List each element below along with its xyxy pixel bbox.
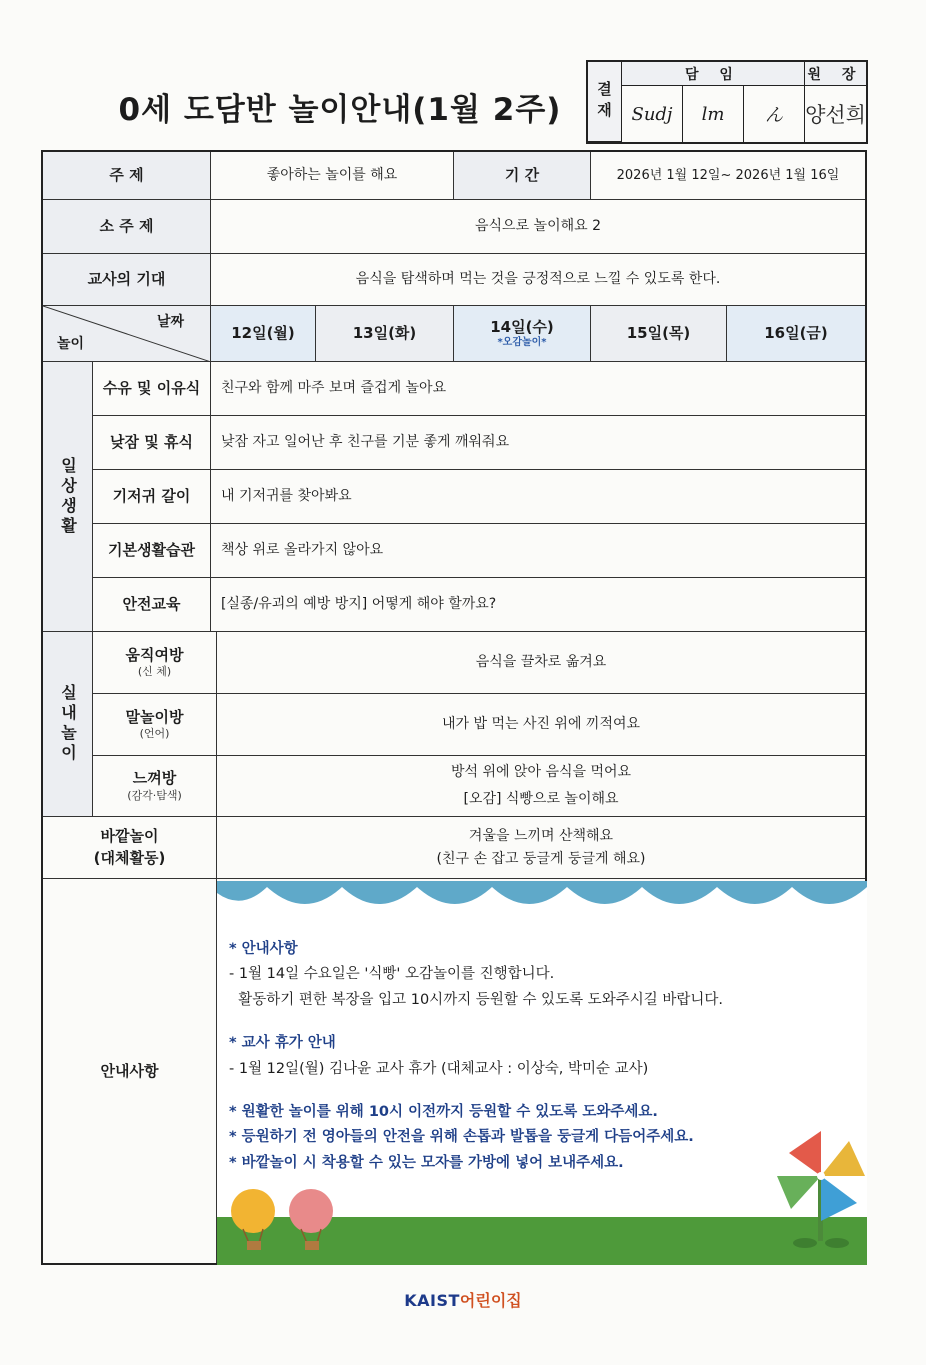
wave-banner (217, 881, 867, 904)
teacher-header: 담 임 (622, 62, 805, 86)
daily-text-4: 책상 위로 올라가지 않아요 (211, 524, 865, 578)
daily-text-5: [실종/유괴의 예방 방지] 어떻게 해야 할까요? (211, 578, 865, 632)
period-label: 기 간 (454, 152, 591, 200)
indoor-text-2: 내가 밥 먹는 사진 위에 끼적여요 (217, 694, 865, 756)
outdoor-label-sub: (대체활동) (93, 848, 166, 867)
subtheme-value: 음식으로 놀이해요 2 (211, 200, 865, 254)
signature-1: Sudj (622, 86, 683, 142)
footer-brand: KAIST (404, 1291, 460, 1310)
daily-label-4: 기본생활습관 (93, 524, 211, 578)
page-title: 0세 도담반 놀이안내(1월 2주) (118, 92, 562, 128)
signature-3: ん (744, 86, 805, 142)
footer-suffix: 어린이집 (459, 1291, 522, 1310)
period-value: 2026년 1월 12일~ 2026년 1월 16일 (591, 152, 865, 200)
corner-date-label: 날짜 (156, 314, 184, 330)
day-3-label: 14일(수) (490, 317, 554, 336)
day-1: 12일(월) (211, 306, 316, 362)
indoor-text-3-line-1: 방석 위에 앉아 음식을 먹어요 (450, 764, 632, 781)
expect-label: 교사의 기대 (43, 254, 211, 306)
daily-label-1: 수유 및 이유식 (93, 362, 211, 416)
outdoor-line-1: 겨울을 느끼며 산책해요 (468, 828, 614, 845)
indoor-text-3-line-2: [오감] 식빵으로 놀이해요 (463, 791, 619, 807)
daily-text-2: 낮잠 자고 일어난 후 친구를 기분 좋게 깨워줘요 (211, 416, 865, 470)
approval-box (586, 60, 868, 144)
notice-line-3: - 1월 12일(월) 김나윤 교사 휴가 (대체교사 : 이상숙, 박미순 교사) (229, 1060, 649, 1077)
indoor-label-2-main: 말놀이방 (125, 707, 184, 726)
daily-label-2: 낮잠 및 휴식 (93, 416, 211, 470)
notice-bullet-2: * 등원하기 전 영아들의 안전을 위해 손톱과 발톱을 둥글게 다듬어주세요. (229, 1129, 694, 1146)
notice-bullet-1: * 원활한 놀이를 위해 10시 이전까지 등원할 수 있도록 도와주세요. (229, 1103, 658, 1120)
daily-text-3: 내 기저귀를 찾아봐요 (211, 470, 865, 524)
notice-label: 안내사항 (43, 879, 217, 1263)
daily-group (43, 362, 93, 632)
indoor-label-1-sub: (신 체) (137, 665, 172, 679)
theme-label: 주 제 (43, 152, 211, 200)
outdoor-label-main: 바깥놀이 (100, 826, 159, 845)
indoor-label-3-sub: (감각·탐색) (127, 788, 182, 802)
notice-panel (217, 881, 867, 1265)
indoor-text-1: 음식을 끌차로 옮겨요 (217, 632, 865, 694)
corner-play-label: 놀이 (57, 336, 85, 352)
footer-logo (0, 1288, 926, 1311)
theme-value: 좋아하는 놀이를 해요 (211, 152, 454, 200)
notice-heading-2: * 교사 휴가 안내 (229, 1035, 336, 1052)
director-header: 원 장 (805, 62, 866, 86)
indoor-text-3 (217, 756, 865, 817)
indoor-label-2 (93, 694, 217, 756)
indoor-group (43, 632, 93, 817)
notice-line-1: - 1월 14일 수요일은 '식빵' 오감놀이를 진행합니다. (229, 966, 555, 983)
day-5: 16일(금) (727, 306, 865, 362)
day-3-note: *오감놀이* (497, 336, 547, 348)
outdoor-label (43, 817, 217, 879)
notice-heading-1: * 안내사항 (229, 941, 298, 957)
outdoor-text (217, 817, 865, 879)
notice-line-2: 활동하기 편한 복장을 입고 10시까지 등원할 수 있도록 도와주시길 바랍니다. (229, 991, 723, 1008)
indoor-group-label: 실내놀이 (58, 684, 78, 764)
date-corner (43, 306, 211, 362)
daily-label-5: 안전교육 (93, 578, 211, 632)
signature-2: lm (683, 86, 744, 142)
day-2: 13일(화) (316, 306, 454, 362)
outdoor-line-2: (친구 손 잡고 둥글게 둥글게 해요) (436, 850, 646, 867)
notice-bullet-3: * 바깥놀이 시 착용할 수 있는 모자를 가방에 넣어 보내주세요. (229, 1154, 624, 1171)
daily-label-3: 기저귀 갈이 (93, 470, 211, 524)
plan-table (41, 150, 867, 1265)
notice-content (229, 937, 859, 1176)
indoor-label-3 (93, 756, 217, 817)
expect-value: 음식을 탐색하며 먹는 것을 긍정적으로 느낄 수 있도록 한다. (211, 254, 865, 306)
subtheme-label: 소 주 제 (43, 200, 211, 254)
daily-group-label: 일상생활 (58, 456, 78, 537)
daily-text-1: 친구와 함께 마주 보며 즐겁게 놀아요 (211, 362, 865, 416)
indoor-label-3-main: 느껴방 (132, 769, 177, 788)
approval-label: 결재 (588, 62, 622, 142)
indoor-label-1 (93, 632, 217, 694)
signature-director: 양선희 (805, 103, 866, 127)
day-3 (454, 306, 591, 362)
day-4: 15일(목) (591, 306, 727, 362)
indoor-label-1-main: 움직여방 (125, 645, 184, 664)
indoor-label-2-sub: (언어) (139, 727, 170, 741)
